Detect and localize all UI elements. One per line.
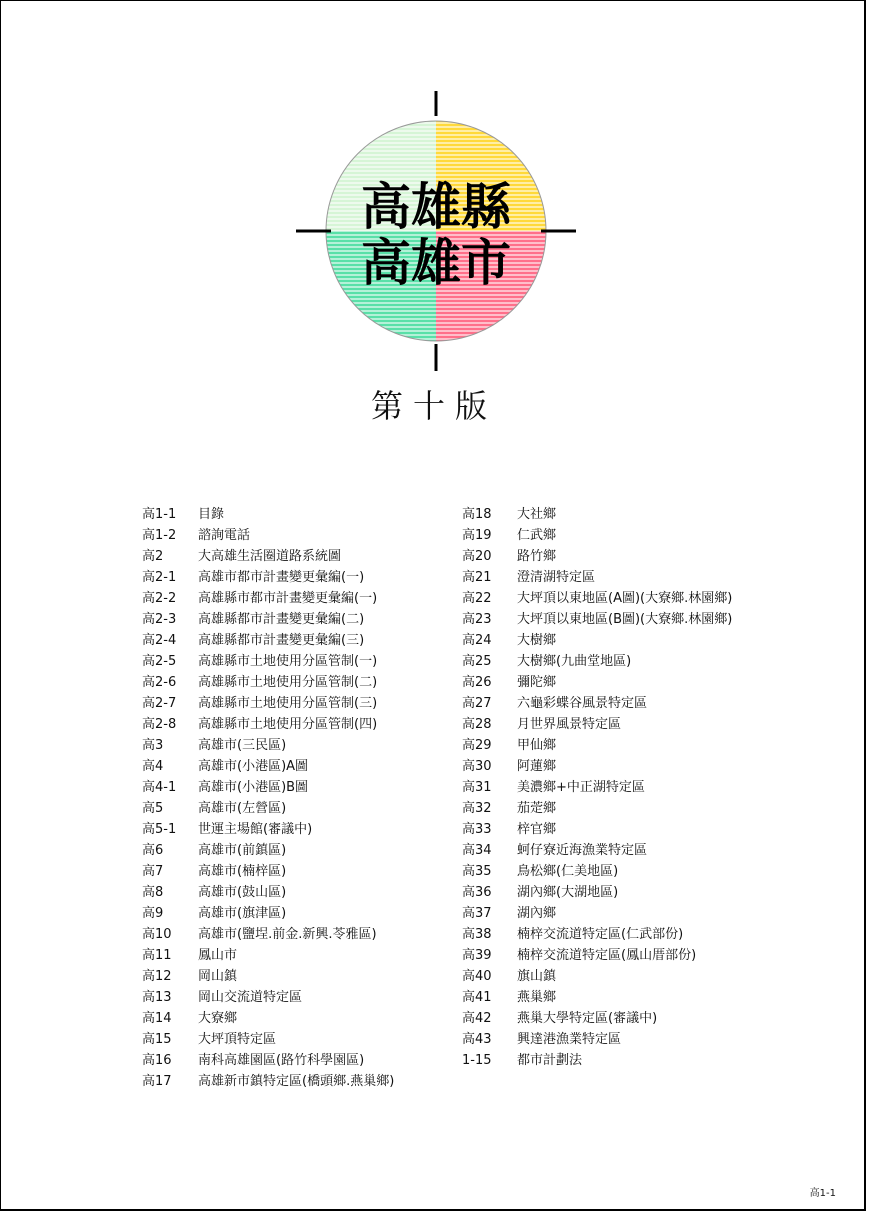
index-entry: [142, 1008, 394, 1029]
index-entry: [142, 945, 394, 966]
index-entry: [142, 630, 394, 651]
index-entry-name: 燕巢大學特定區(審議中): [517, 1011, 658, 1026]
index-entry-name: 澄清湖特定區: [517, 570, 596, 585]
index-entry-name: 高雄市(鹽埕.前金.新興.苓雅區): [198, 927, 377, 942]
index-entry: [462, 777, 732, 798]
index-entry-code: 高12: [142, 969, 172, 984]
emblem-logo: [291, 86, 581, 376]
index-entry-code: 高13: [142, 990, 172, 1005]
index-entry-code: 高19: [462, 528, 492, 543]
index-entry-code: 高1-1: [142, 507, 177, 522]
index-entry-code: 高11: [142, 948, 172, 963]
index-entry-code: 高18: [462, 507, 492, 522]
index-entry: [462, 819, 732, 840]
index-entry-name: 楠梓交流道特定區(鳳山厝部份): [517, 948, 697, 963]
index-entry: [462, 588, 732, 609]
index-entry-name: 高雄市(楠梓區): [198, 864, 287, 879]
index-entry-name: 旗山鎮: [517, 969, 557, 984]
index-entry-name: 燕巢鄉: [517, 990, 557, 1005]
index-entry-name: 阿蓮鄉: [517, 759, 557, 774]
index-entry-name: 高雄市(左營區): [198, 801, 287, 816]
edition-title: 第十版: [370, 387, 497, 425]
index-entry: [462, 861, 732, 882]
index-entry: [142, 714, 394, 735]
index-entry: [142, 546, 394, 567]
index-entry-name: 諮詢電話: [198, 528, 251, 543]
index-entry-name: 高雄縣市都市計畫變更彙編(一): [198, 591, 378, 606]
index-entry-code: 高10: [142, 927, 172, 942]
index-entry-code: 高2-2: [142, 591, 177, 606]
index-entry: [142, 609, 394, 630]
index-entry-name: 彌陀鄉: [517, 675, 557, 690]
index-entry-name: 高雄市(小港區)B圖: [198, 780, 309, 795]
index-entry: [142, 924, 394, 945]
index-entry-name: 高雄縣都市計畫變更彙編(三): [198, 633, 365, 648]
index-entry-code: 高17: [142, 1074, 172, 1089]
index-entry-code: 高9: [142, 906, 164, 921]
index-entry: [462, 714, 732, 735]
index-entry: [142, 1050, 394, 1071]
index-entry-name: 鳳山市: [198, 948, 238, 963]
index-entry-code: 高21: [462, 570, 492, 585]
index-entry: [142, 504, 394, 525]
index-entry: [462, 651, 732, 672]
index-entry-name: 楠梓交流道特定區(仁武部份): [517, 927, 684, 942]
index-entry: [462, 1050, 732, 1071]
index-entry-code: 高30: [462, 759, 492, 774]
index-entry-code: 高41: [462, 990, 492, 1005]
index-entry-code: 高6: [142, 843, 164, 858]
index-entry-name: 高雄市(前鎮區): [198, 843, 287, 858]
index-entry-code: 高2-1: [142, 570, 177, 585]
index-entry-code: 高5-1: [142, 822, 177, 837]
index-entry-code: 高25: [462, 654, 492, 669]
page-number: 高1-1: [809, 1188, 836, 1199]
index-entry-name: 鳥松鄉(仁美地區): [517, 864, 619, 879]
index-entry-name: 高雄縣市土地使用分區管制(四): [198, 717, 378, 732]
index-entry: [142, 903, 394, 924]
index-entry-code: 高40: [462, 969, 492, 984]
index-entry: [142, 987, 394, 1008]
index-entry-name: 路竹鄉: [517, 549, 557, 564]
index-entry-name: 高雄縣都市計畫變更彙編(二): [198, 612, 365, 627]
index-entry: [142, 966, 394, 987]
index-entry-name: 高雄市都市計畫變更彙編(一): [198, 570, 365, 585]
index-entry-name: 興達港漁業特定區: [517, 1032, 622, 1047]
index-entry: [462, 546, 732, 567]
index-entry-code: 高2-4: [142, 633, 177, 648]
index-entry: [142, 777, 394, 798]
index-entry: [142, 525, 394, 546]
index-entry: [462, 672, 732, 693]
index-entry-name: 岡山交流道特定區: [198, 990, 303, 1005]
index-entry: [462, 840, 732, 861]
index-entry-code: 高2-3: [142, 612, 177, 627]
index-entry-name: 六龜彩蝶谷風景特定區: [517, 696, 648, 711]
index-entry-code: 高22: [462, 591, 492, 606]
index-entry-name: 世運主場館(審議中): [198, 822, 313, 837]
index-entry: [142, 882, 394, 903]
index-entry-code: 高38: [462, 927, 492, 942]
index-entry-code: 高43: [462, 1032, 492, 1047]
index-entry: [142, 1071, 394, 1092]
emblem-line-1: 高雄縣: [361, 178, 511, 236]
index-entry-name: 都市計劃法: [517, 1053, 583, 1068]
index-entry: [462, 567, 732, 588]
index-entry-code: 高14: [142, 1011, 172, 1026]
index-entry-name: 大坪頂以東地區(A圖)(大寮鄉.林園鄉): [517, 591, 733, 606]
index-entry-code: 高2: [142, 549, 164, 564]
index-entry-code: 高29: [462, 738, 492, 753]
index-entry-name: 梓官鄉: [517, 822, 557, 837]
index-entry-name: 蚵仔寮近海漁業特定區: [517, 843, 648, 858]
index-entry-code: 高2-7: [142, 696, 177, 711]
index-entry-code: 高15: [142, 1032, 172, 1047]
index-entry-name: 大寮鄉: [198, 1011, 238, 1026]
index-entry-code: 高36: [462, 885, 492, 900]
index-entry-name: 美濃鄉+中正湖特定區: [517, 780, 645, 795]
index-entry-code: 高20: [462, 549, 492, 564]
index-entry-name: 大樹鄉: [517, 633, 557, 648]
index-entry-name: 高雄縣市土地使用分區管制(一): [198, 654, 378, 669]
index-entry-code: 高34: [462, 843, 492, 858]
index-entry-code: 1-15: [462, 1053, 492, 1068]
index-entry: [462, 945, 732, 966]
index-entry-code: 高23: [462, 612, 492, 627]
index-entry-code: 高4-1: [142, 780, 177, 795]
index-entry: [142, 840, 394, 861]
index-entry: [142, 756, 394, 777]
index-entry-code: 高32: [462, 801, 492, 816]
index-entry-name: 南科高雄園區(路竹科學園區): [198, 1053, 365, 1068]
index-entry: [142, 567, 394, 588]
index-entry-code: 高33: [462, 822, 492, 837]
index-entry: [142, 651, 394, 672]
index-entry-code: 高27: [462, 696, 492, 711]
index-entry: [142, 798, 394, 819]
index-entry-name: 湖內鄉: [517, 906, 557, 921]
emblem-line-2: 高雄市: [361, 234, 511, 292]
index-entry: [142, 1029, 394, 1050]
index-entry: [462, 1008, 732, 1029]
index-entry-name: 湖內鄉(大湖地區): [517, 885, 619, 900]
index-entry-code: 高16: [142, 1053, 172, 1068]
index-entry-name: 岡山鎮: [198, 969, 238, 984]
index-entry: [462, 756, 732, 777]
index-entry-name: 高雄市(旗津區): [198, 906, 287, 921]
index-entry-name: 茄萣鄉: [517, 801, 557, 816]
index-entry: [462, 798, 732, 819]
index-entry-name: 高雄縣市土地使用分區管制(三): [198, 696, 378, 711]
index-entry: [462, 609, 732, 630]
index-entry: [462, 903, 732, 924]
index-entry: [462, 630, 732, 651]
index-entry: [462, 924, 732, 945]
index-entry: [142, 672, 394, 693]
index-entry: [462, 987, 732, 1008]
index-entry: [142, 735, 394, 756]
index-entry: [142, 819, 394, 840]
index-entry: [142, 588, 394, 609]
index-entry-code: 高3: [142, 738, 164, 753]
index-list-right: [462, 504, 732, 1071]
index-entry-code: 高2-5: [142, 654, 177, 669]
index-entry: [462, 882, 732, 903]
index-entry-code: 高7: [142, 864, 164, 879]
index-entry-name: 高雄市(小港區)A圖: [198, 759, 309, 774]
index-entry-name: 目錄: [198, 507, 225, 522]
index-entry-name: 高雄新市鎮特定區(橋頭鄉.燕巢鄉): [198, 1074, 395, 1089]
index-entry-name: 大高雄生活圈道路系統圖: [198, 549, 342, 564]
index-entry: [462, 735, 732, 756]
index-entry: [142, 693, 394, 714]
index-entry-name: 甲仙鄉: [517, 738, 557, 753]
index-entry-code: 高5: [142, 801, 164, 816]
index-entry: [462, 1029, 732, 1050]
index-entry-code: 高8: [142, 885, 164, 900]
index-entry-name: 高雄縣市土地使用分區管制(二): [198, 675, 378, 690]
index-entry-code: 高37: [462, 906, 492, 921]
index-entry-code: 高26: [462, 675, 492, 690]
index-entry-name: 大坪頂以東地區(B圖)(大寮鄉.林園鄉): [517, 612, 733, 627]
index-entry-name: 大坪頂特定區: [198, 1032, 277, 1047]
index-entry: [462, 966, 732, 987]
index-entry-code: 高28: [462, 717, 492, 732]
index-entry-code: 高2-6: [142, 675, 177, 690]
index-entry-code: 高4: [142, 759, 164, 774]
index-entry-code: 高35: [462, 864, 492, 879]
index-entry-name: 大社鄉: [517, 507, 557, 522]
index-entry-name: 大樹鄉(九曲堂地區): [517, 654, 632, 669]
index-entry-name: 月世界風景特定區: [517, 717, 622, 732]
index-entry-code: 高1-2: [142, 528, 177, 543]
index-entry-name: 高雄市(鼓山區): [198, 885, 287, 900]
index-entry-name: 仁武鄉: [517, 528, 557, 543]
index-entry: [462, 693, 732, 714]
index-entry-code: 高39: [462, 948, 492, 963]
index-entry: [462, 504, 732, 525]
index-entry: [462, 525, 732, 546]
index-entry-code: 高2-8: [142, 717, 177, 732]
index-entry-code: 高31: [462, 780, 492, 795]
index-entry: [142, 861, 394, 882]
index-list-left: [142, 504, 394, 1092]
index-entry-code: 高42: [462, 1011, 492, 1026]
index-entry-code: 高24: [462, 633, 492, 648]
index-entry-name: 高雄市(三民區): [198, 738, 287, 753]
